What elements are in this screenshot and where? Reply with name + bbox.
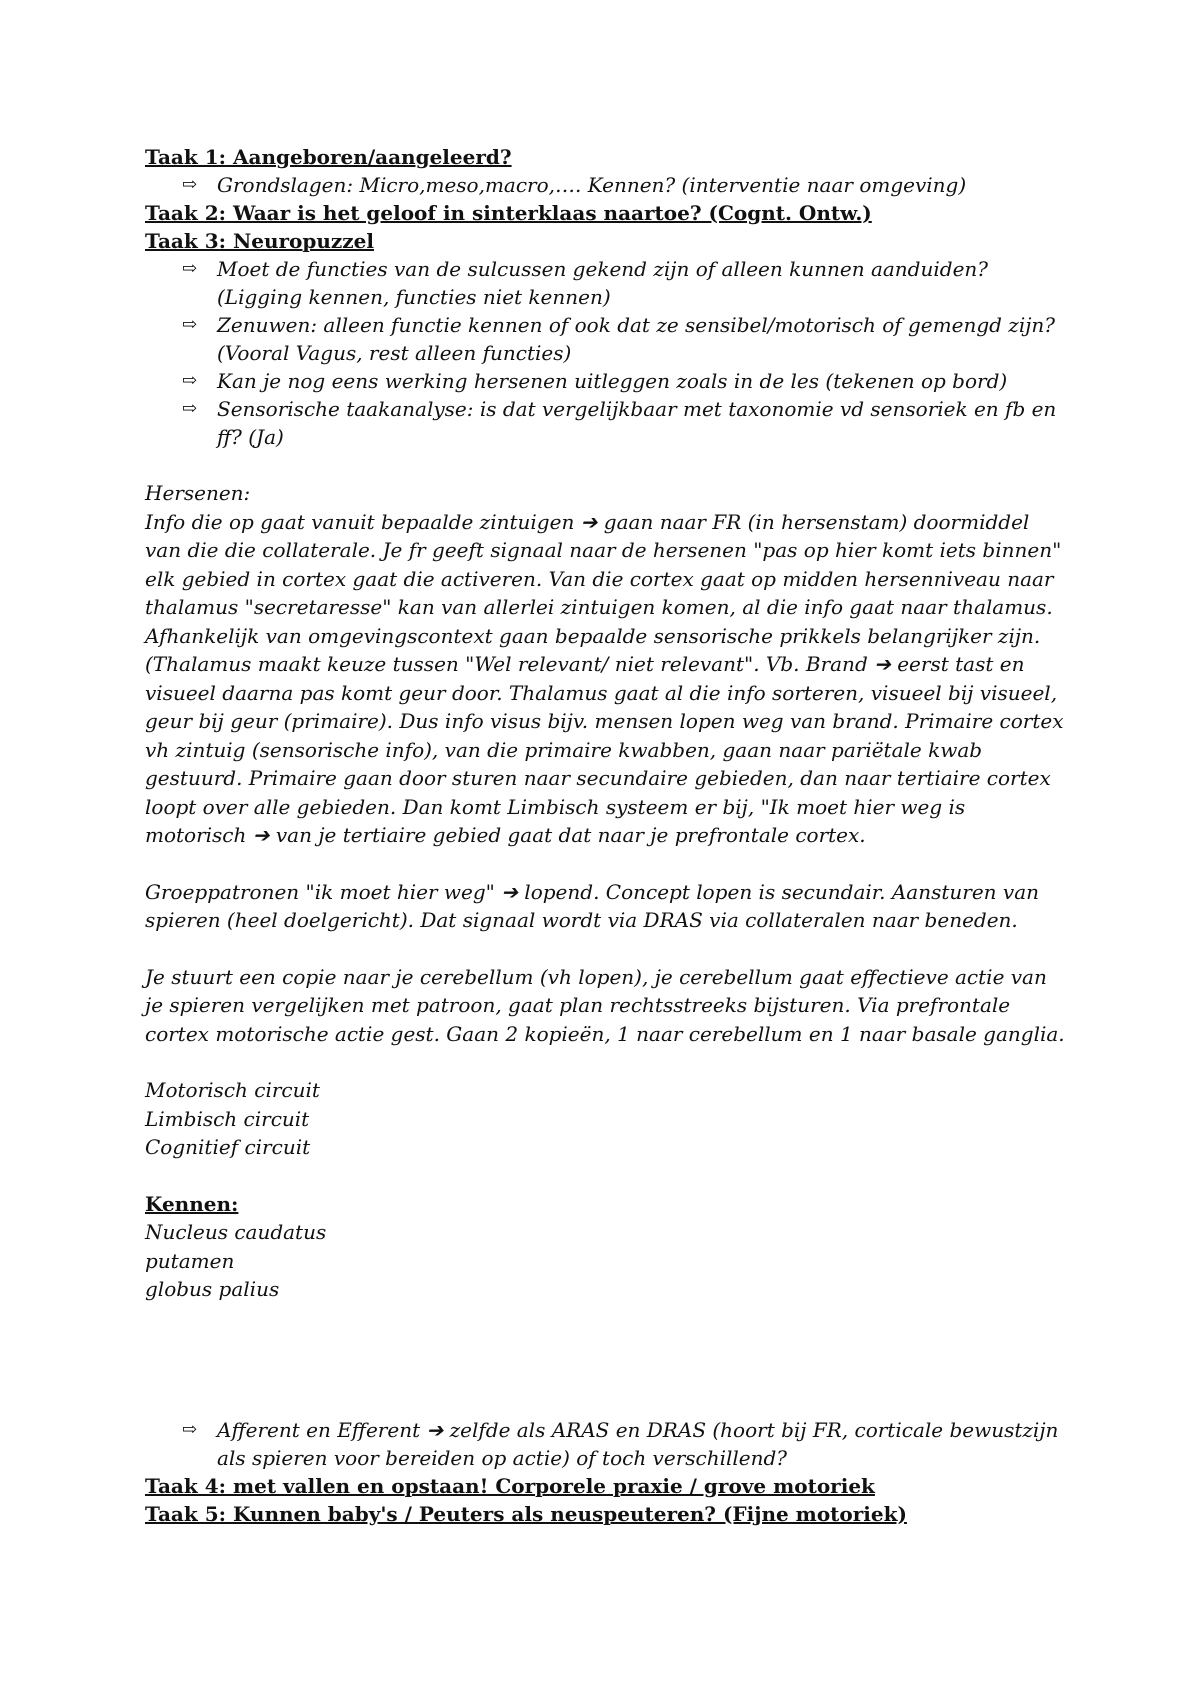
bullet-text: Afferent en Efferent ➔ zelfde als ARAS en DRAS (hoort bij FR, corticale bewustzijn als spieren voor bereiden op actie) of toch verschillend? bbox=[217, 1417, 1059, 1470]
list-item bbox=[145, 171, 1065, 199]
hollow-right-arrow-icon: ⇨ bbox=[182, 174, 198, 195]
hersenen-paragraph-2: Groeppatronen "ik moet hier weg" ➔ lopend. Concept lopen is secundair. Aansturen van spieren (heel doelgericht). Dat signaal wordt via DRAS via collateralen naar beneden. bbox=[145, 879, 1040, 932]
hersenen-paragraph-1: Info die op gaat vanuit bepaalde zintuigen ➔ gaan naar FR (in hersenstam) doormiddel van die die collaterale. Je fr geeft signaal naar de hersenen "pas op hier komt iets binnen" elk gebied in cortex gaat die activeren. Van die cortex gaat op midden hersenniveau naar thalamus "secretaresse" kan van allerlei zintuigen komen, al die info gaat naar thalamus. Afhankelijk van omgevingscontext gaan bepaalde sensorische prikkels belangrijker zijn. (Thalamus maakt keuze tussen "Wel relevant/ niet relevant". Vb. Brand ➔ eerst tast en visueel daarna pas komt geur door. Thalamus gaat al die info sorteren, visueel bij visueel, geur bij geur (primaire). Dus info visus bijv. mensen lopen weg van brand. Primaire cortex vh zintuig (sensorische info), van die primaire kwabben, gaan naar pariëtale kwab gestuurd. Primaire gaan door sturen naar secundaire gebieden, dan naar tertiaire cortex loopt over alle gebieden. Dan komt Limbisch systeem er bij, "Ik moet hier weg is motorisch ➔ van je tertiaire gebied gaat dat naar je prefrontale cortex. bbox=[145, 509, 1064, 847]
taak3-heading: Taak 3: Neuropuzzel bbox=[145, 229, 374, 253]
kennen-title: Kennen: bbox=[145, 1191, 239, 1216]
hersenen-title: Hersenen: bbox=[145, 481, 251, 505]
hersenen-paragraph-3: Je stuurt een copie naar je cerebellum (vh lopen), je cerebellum gaat effectieve actie van je spieren vergelijken met patroon, gaat plan rechtsstreeks bijsturen. Via prefrontale cortex motorische actie gest. Gaan 2 kopieën, 1 naar cerebellum en 1 naar basale ganglia. bbox=[145, 964, 1065, 1046]
list-item bbox=[145, 1416, 1065, 1472]
circuit-motorisch: Motorisch circuit bbox=[145, 1078, 320, 1102]
bullet-text: Zenuwen: alleen functie kennen of ook dat ze sensibel/motorisch of gemengd zijn? (Vooral Vagus, rest alleen functies) bbox=[217, 313, 1056, 365]
spacer bbox=[145, 1304, 1065, 1416]
list-item bbox=[145, 367, 1065, 395]
circuit-cognitief: Cognitief circuit bbox=[145, 1135, 311, 1159]
hollow-right-arrow-icon: ⇨ bbox=[182, 314, 198, 335]
list-item bbox=[145, 255, 1065, 311]
hollow-right-arrow-icon: ⇨ bbox=[182, 370, 198, 391]
bullet-text: Kan je nog eens werking hersenen uitleggen zoals in de les (tekenen op bord) bbox=[217, 369, 1008, 393]
spacer bbox=[145, 1048, 1065, 1076]
kennen-item: putamen bbox=[145, 1248, 235, 1273]
taak3-bullets bbox=[145, 255, 1065, 451]
list-item bbox=[145, 395, 1065, 451]
hollow-right-arrow-icon: ⇨ bbox=[182, 1418, 198, 1440]
circuit-limbisch: Limbisch circuit bbox=[145, 1106, 310, 1131]
hollow-right-arrow-icon: ⇨ bbox=[182, 398, 198, 419]
bullet-text: Moet de functies van de sulcussen gekend zijn of alleen kunnen aanduiden? (Ligging kennen, functies niet kennen) bbox=[217, 257, 989, 309]
spacer bbox=[145, 850, 1065, 878]
bullet-text: Sensorische taakanalyse: is dat vergelijkbaar met taxonomie vd sensoriek en fb en ff? (Ja) bbox=[217, 397, 1057, 449]
spacer bbox=[145, 935, 1065, 963]
taak1-heading: Taak 1: Aangeboren/aangeleerd? bbox=[145, 145, 512, 169]
taak2-heading: Taak 2: Waar is het geloof in sinterklaas naartoe? (Cognt. Ontw.) bbox=[145, 201, 872, 225]
document-content bbox=[145, 143, 1065, 1528]
spacer bbox=[145, 1162, 1065, 1190]
spacer bbox=[145, 451, 1065, 479]
list-item bbox=[145, 311, 1065, 367]
kennen-item: Nucleus caudatus bbox=[145, 1220, 327, 1244]
taak4-heading: Taak 4: met vallen en opstaan! Corporele praxie / grove motoriek bbox=[145, 1473, 875, 1498]
taak5-heading: Taak 5: Kunnen baby's / Peuters als neuspeuteren? (Fijne motoriek) bbox=[145, 1501, 907, 1526]
bullet-text: Grondslagen: Micro,meso,macro,…. Kennen? (interventie naar omgeving) bbox=[217, 173, 967, 197]
hollow-right-arrow-icon: ⇨ bbox=[182, 258, 198, 279]
taak1-bullets bbox=[145, 171, 1065, 199]
kennen-item: globus palius bbox=[145, 1277, 280, 1301]
afferent-bullets bbox=[145, 1416, 1065, 1472]
